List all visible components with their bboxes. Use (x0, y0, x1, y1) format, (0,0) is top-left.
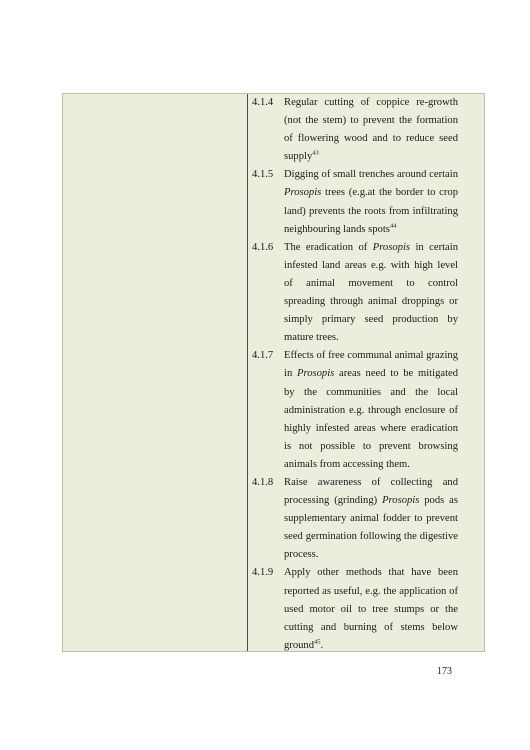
text-run: . (320, 639, 324, 651)
item-text (284, 166, 458, 238)
list-item (252, 564, 458, 654)
text-run: Effects of free communal animal grazing in (284, 350, 458, 380)
footnote-ref: 45 (314, 638, 321, 646)
text-run: pods as supplementary animal fodder to prevent seed germination following the digestive process. (284, 495, 459, 561)
species-name: Prosopis (382, 495, 420, 507)
list-item (252, 166, 458, 238)
item-number: 4.1.9 (252, 567, 274, 579)
text-run: areas need to be mitigated by the communities and the local administration e.g. through enclosure of highly infested areas where eradication is not possible to prevent browsing animals from accessing them. (284, 368, 459, 470)
text-run: Regular cutting of coppice re-growth (not the stem) to prevent the formation of flowering wood and to reduce seed supply (284, 97, 458, 163)
item-number: 4.1.7 (252, 350, 274, 362)
species-name: Prosopis (297, 368, 335, 380)
text-run: in certain infested land areas e.g. with high level of animal movement to control spreading through animal droppings or simply primary seed production by mature trees. (284, 241, 458, 344)
text-run: Digging of small trenches around certain (284, 169, 458, 181)
text-run: trees (e.g.at the border to crop land) prevents the roots from infiltrating neighbouring lands spots (284, 187, 458, 235)
item-text (284, 239, 458, 348)
text-run: Raise awareness of collecting and processing (grinding) (284, 476, 458, 507)
column-divider (247, 94, 248, 651)
item-number: 4.1.4 (252, 97, 274, 108)
item-text (284, 94, 458, 166)
species-name: Prosopis (372, 241, 411, 253)
text-run: The eradication of (284, 241, 373, 253)
list-item (252, 239, 458, 348)
page-number: 173 (437, 666, 452, 677)
item-text (284, 474, 458, 564)
content-table (62, 93, 485, 652)
item-number: 4.1.5 (252, 169, 274, 181)
list-item (252, 347, 458, 474)
footnote-ref: 44 (389, 222, 397, 230)
text-run: Apply other methods that have been reported as useful, e.g. the application of used motor oil to tree stumps or the cutting and burning of stems below ground (284, 567, 458, 651)
item-number: 4.1.6 (252, 241, 274, 253)
item-number: 4.1.8 (252, 476, 274, 488)
species-name: Prosopis (284, 187, 322, 199)
list-item (252, 94, 458, 166)
list-item (252, 474, 458, 564)
item-text (284, 347, 458, 474)
table-right-column (252, 94, 458, 655)
footnote-ref: 43 (312, 149, 319, 157)
item-text (284, 564, 458, 654)
